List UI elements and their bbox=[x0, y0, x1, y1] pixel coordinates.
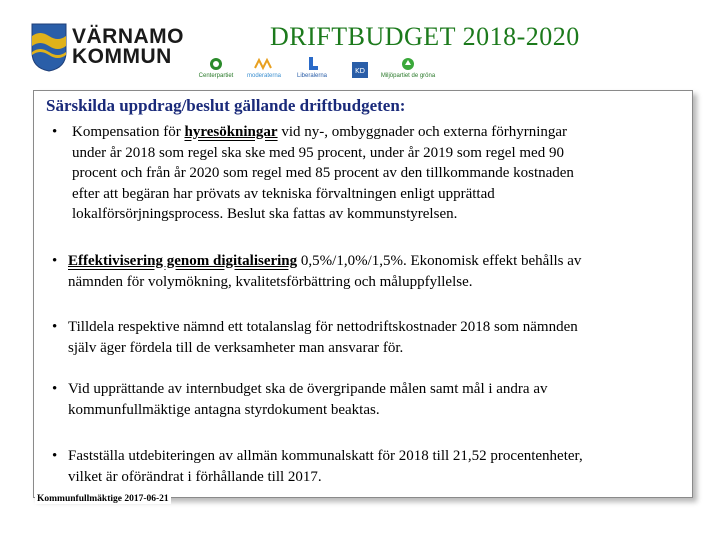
bullet-icon: • bbox=[52, 124, 58, 140]
moderaterna-logo-icon bbox=[253, 56, 275, 72]
bullet-icon: • bbox=[52, 253, 58, 269]
municipality-name-line1: VÄRNAMO bbox=[72, 25, 184, 48]
page-title: DRIFTBUDGET 2018-2020 bbox=[270, 22, 580, 51]
miljopartiet-logo-icon bbox=[397, 56, 419, 72]
svg-text:KD: KD bbox=[355, 67, 365, 75]
keyword-hyresokningar: hyresökningar bbox=[184, 124, 278, 140]
party-logo-liberalerna: Liberalerna bbox=[292, 56, 332, 79]
party-logo-miljopartiet: Miljöpartiet de gröna bbox=[388, 56, 428, 79]
party-logo-kd bbox=[340, 62, 380, 79]
kristdemokraterna-logo-icon bbox=[349, 62, 371, 78]
party-logos bbox=[196, 56, 436, 79]
bullet-icon: • bbox=[52, 319, 58, 335]
municipality-name-line2: KOMMUN bbox=[72, 45, 172, 68]
bullet-icon: • bbox=[52, 448, 58, 464]
varnamo-crest-icon bbox=[30, 22, 68, 72]
municipality-logo bbox=[30, 22, 184, 72]
content-panel: Särskilda uppdrag/beslut gällande driftbudgeten: • Kompensation för hyresökningar vid ny-, ombyggnader och externa förhyrningar under år 2018 som regel ska ske med 95 procent, under år 2019 som regel med 90 procent och från år 2020 som regel med 85 procent av den tillkommande kostnaden efter att begäran har prövats av tekniska förvaltningen enligt upprättad lokalförsörjningsprocess. Beslut ska fattas av kommunstyrelsen. • Effektivisering genom digitalisering 0,5%/1,0%/1,5%. Ekonomisk effekt behålls av nämnden för volymökning, kvalitetsförbättring och måluppfyllelse. • Tilldela respektive nämnd ett totalanslag för nettodriftskostnader 2018 som nämnden själv äger fördela till de verksamheter man ansvarar för. • Vid upprättande av internbudget ska de övergripande målen samt mål i andra av kommunfullmäktige antagna styrdokument beaktas. • Fastställa utdebiteringen av allmän kommunalskatt för 2018 till 21,52 procentenheter, vilket är oförändrat i förhållande till 2017. bbox=[33, 90, 693, 498]
centerpartiet-logo-icon bbox=[205, 56, 227, 72]
footer-date: Kommunfullmäktige 2017-06-21 bbox=[37, 494, 169, 504]
party-logo-moderaterna: moderaterna bbox=[244, 56, 284, 79]
party-logo-centerpartiet: Centerpartiet bbox=[196, 56, 236, 79]
keyword-digitalisering: Effektivisering genom digitalisering bbox=[68, 253, 298, 269]
liberalerna-logo-icon bbox=[301, 56, 323, 72]
bullet-icon: • bbox=[52, 381, 58, 397]
section-heading: Särskilda uppdrag/beslut gällande driftbudgeten: bbox=[46, 96, 406, 115]
